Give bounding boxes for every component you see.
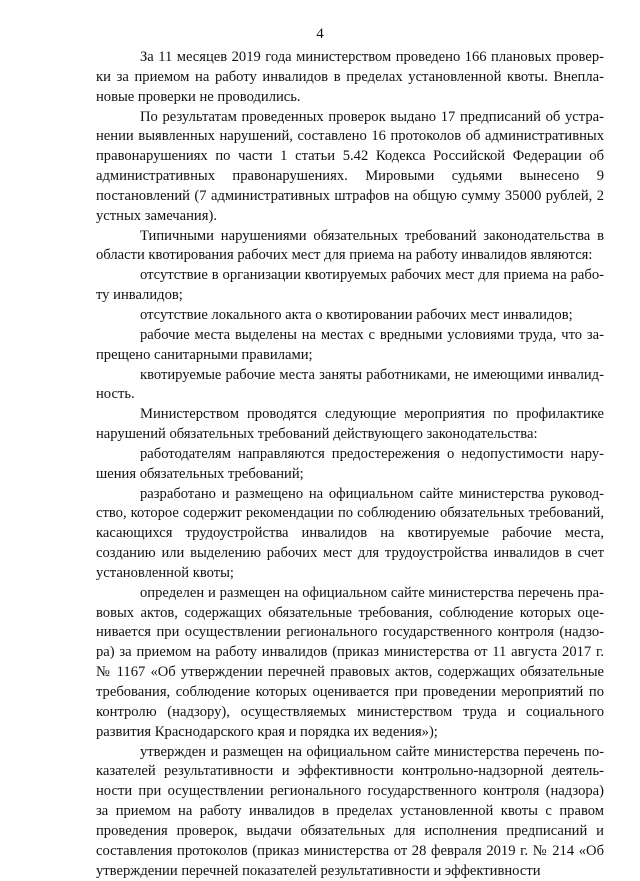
list-item-no-quota-jobs: отсутствие в организации квотируемых рабочих мест для приема на работу инвалидов;: [96, 267, 604, 304]
document-body: [96, 48, 604, 881]
list-item-warnings: работодателям направляются предостережения о недопустимости нарушения обязательных требований;: [96, 445, 604, 482]
list-item-harmful-conditions: рабочие места выделены на местах с вредными условиями труда, что запрещено санитарными правилами;: [96, 326, 604, 363]
list-item-guidance: разработано и размещено на официальном сайте министерства руководство, которое содержит рекомендации по соблюдению обязательных требований, касающихся трудоустройства инвалидов на квотируемые рабочие места, созданию или выделению рабочих мест для трудоустройства инвалидов в счет установленной квоты;: [96, 485, 604, 581]
paragraph-inspection-results: По результатам проведенных проверок выдано 17 предписаний об устранении выявленных нарушений, составлено 16 протоколов об административных правонарушениях по части 1 статьи 5.42 Кодекса Российской Федерации об административных правонарушениях. Мировыми судьями вынесено 9 постановлений (7 административных штрафов на общую сумму 35000 рублей, 2 устных замечания).: [96, 108, 604, 224]
page-number: 4: [316, 26, 324, 42]
list-item-legal-acts-list: определен и размещен на официальном сайте министерства перечень правовых актов, содержащих обязательные требования, соблюдение которых оценивается при осуществлении регионального государственного контроля (надзора) за приемом на работу инвалидов (приказ министерства от 11 августа 2017 г. № 1167 «Об утверждении перечней правовых актов, содержащих обязательные требования, соблюдение которых оценивается при проведении мероприятий по контролю (надзору), осуществляемых министерством труда и социального развития Краснодарского края и порядка их ведения»);: [96, 584, 604, 740]
paragraph-inspections-count: За 11 месяцев 2019 года министерством проведено 166 плановых проверки за приемом на работу инвалидов в пределах установленной квоты. Внеплановые проверки не проводились.: [96, 49, 604, 105]
paragraph-typical-violations: Типичными нарушениями обязательных требований законодательства в области квотирования рабочих мест для приема на работу инвалидов являются:: [96, 227, 604, 264]
list-item-no-local-act: отсутствие локального акта о квотировании рабочих мест инвалидов;: [140, 306, 573, 323]
paragraph-prevention-measures: Министерством проводятся следующие мероприятия по профилактике нарушений обязательных требований действующего законодательства:: [96, 406, 604, 443]
list-item-performance-indicators: утвержден и размещен на официальном сайте министерства перечень показателей результативности и эффективности контрольно-надзорной деятельности при осуществлении регионального государственного контроля (надзора) за приемом на работу инвалидов в пределах установленной квоты с правом проведения проверок, выдачи обязательных для исполнения предписаний и составления протоколов (приказ министерства от 28 февраля 2019 г. № 214 «Об утверждении перечней показателей результативности и эффективности: [96, 743, 604, 879]
list-item-jobs-occupied: квотируемые рабочие места заняты работниками, не имеющими инвалидность.: [96, 366, 604, 403]
